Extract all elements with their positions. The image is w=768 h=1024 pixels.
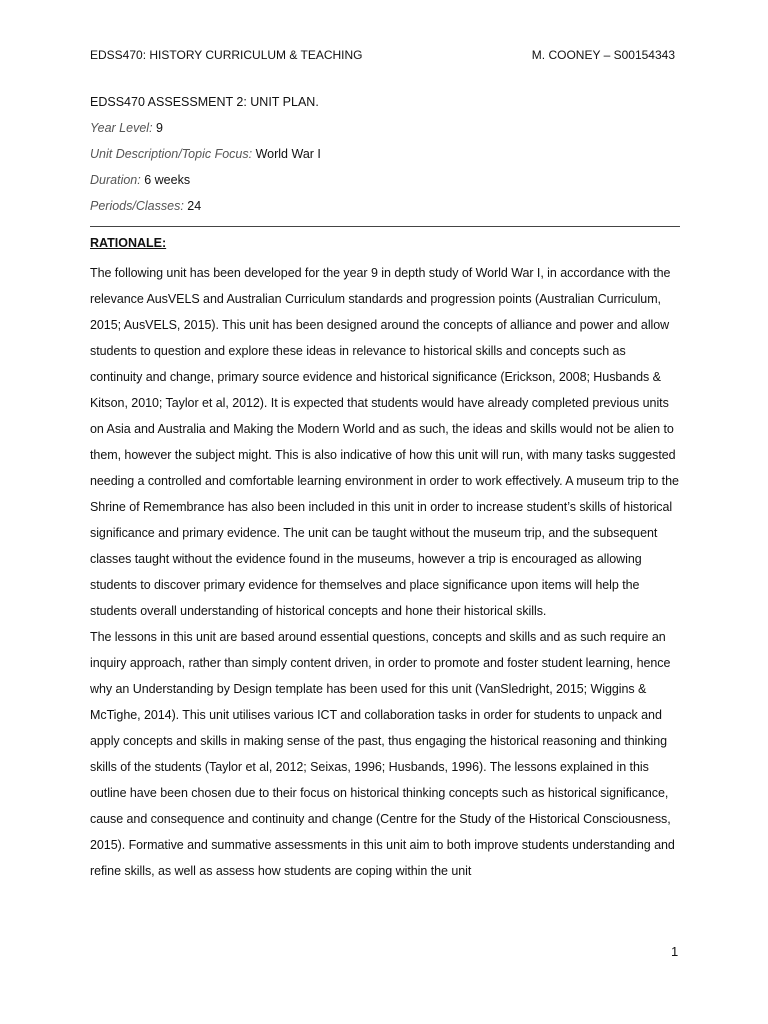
document-title: EDSS470 ASSESSMENT 2: UNIT PLAN.: [90, 95, 319, 109]
meta-value: 6 weeks: [144, 173, 191, 187]
meta-year-level: [90, 120, 680, 146]
meta-label: Periods/Classes:: [90, 199, 184, 213]
meta-value: 9: [156, 121, 163, 135]
document-body: [90, 94, 680, 884]
rationale-heading: RATIONALE:: [90, 236, 167, 250]
meta-duration: [90, 172, 680, 198]
meta-label: Duration:: [90, 173, 141, 187]
rationale-paragraph-2: The lessons in this unit are based around essential questions, concepts and skills and as such require an inquiry approach, rather than simply content driven, in order to promote and foster student learning, hence why an Understanding by Design template has been used for this unit (VanSledright, 2015; Wiggins & McTighe, 2014). This unit utilises various ICT and collaboration tasks in order for students to unpack and apply concepts and skills in making sense of the past, thus engaging the historical reasoning and thinking skills of the students (Taylor et al, 2012; Seixas, 1996; Husbands, 1996). The lessons explained in this outline have been chosen due to their focus on historical thinking concepts such as historical significance, cause and consequence and continuity and change (Centre for the Study of the Historical Consciousness, 2015). Formative and summative assessments in this unit aim to both improve students understanding and refine skills, as well as assess how students are coping within the unit: [90, 630, 675, 878]
meta-label: Unit Description/Topic Focus:: [90, 147, 253, 161]
meta-periods: [90, 198, 680, 224]
meta-value: 24: [187, 199, 202, 213]
page-number: 1: [671, 944, 679, 959]
header-author-id: M. COONEY – S00154343: [531, 48, 675, 62]
rationale-paragraph-1: The following unit has been developed for the year 9 in depth study of World War I, in accordance with the relevance AusVELS and Australian Curriculum standards and progression points (Australian Curriculum, 2015; AusVELS, 2015). This unit has been designed around the concepts of alliance and power and allow students to question and explore these ideas in relevance to historical skills and concepts such as continuity and change, primary source evidence and historical significance (Erickson, 2008; Husbands & Kitson, 2010; Taylor et al, 2012). It is expected that students would have already completed previous units on Asia and Australia and Making the Modern World and as such, the ideas and skills would not be alien to them, however the subject might. This is also indicative of how this unit will run, with many tasks suggested needing a controlled and comfortable learning environment in order to work effectively. A museum trip to the Shrine of Remembrance has also been included in this unit in order to increase student’s skills of historical significance and primary evidence. The unit can be taught without the museum trip, and the subsequent classes taught without the evidence found in the museums, however a trip is encouraged as allowing students to discover primary evidence for themselves and place significance upon items will help the students overall understanding of historical concepts and hone their historical skills.: [90, 266, 679, 618]
meta-label: Year Level:: [90, 121, 153, 135]
header-course-title: EDSS470: HISTORY CURRICULUM & TEACHING: [90, 48, 363, 62]
section-divider: [90, 226, 680, 227]
meta-value: World War I: [255, 147, 321, 161]
meta-topic-focus: [90, 146, 680, 172]
